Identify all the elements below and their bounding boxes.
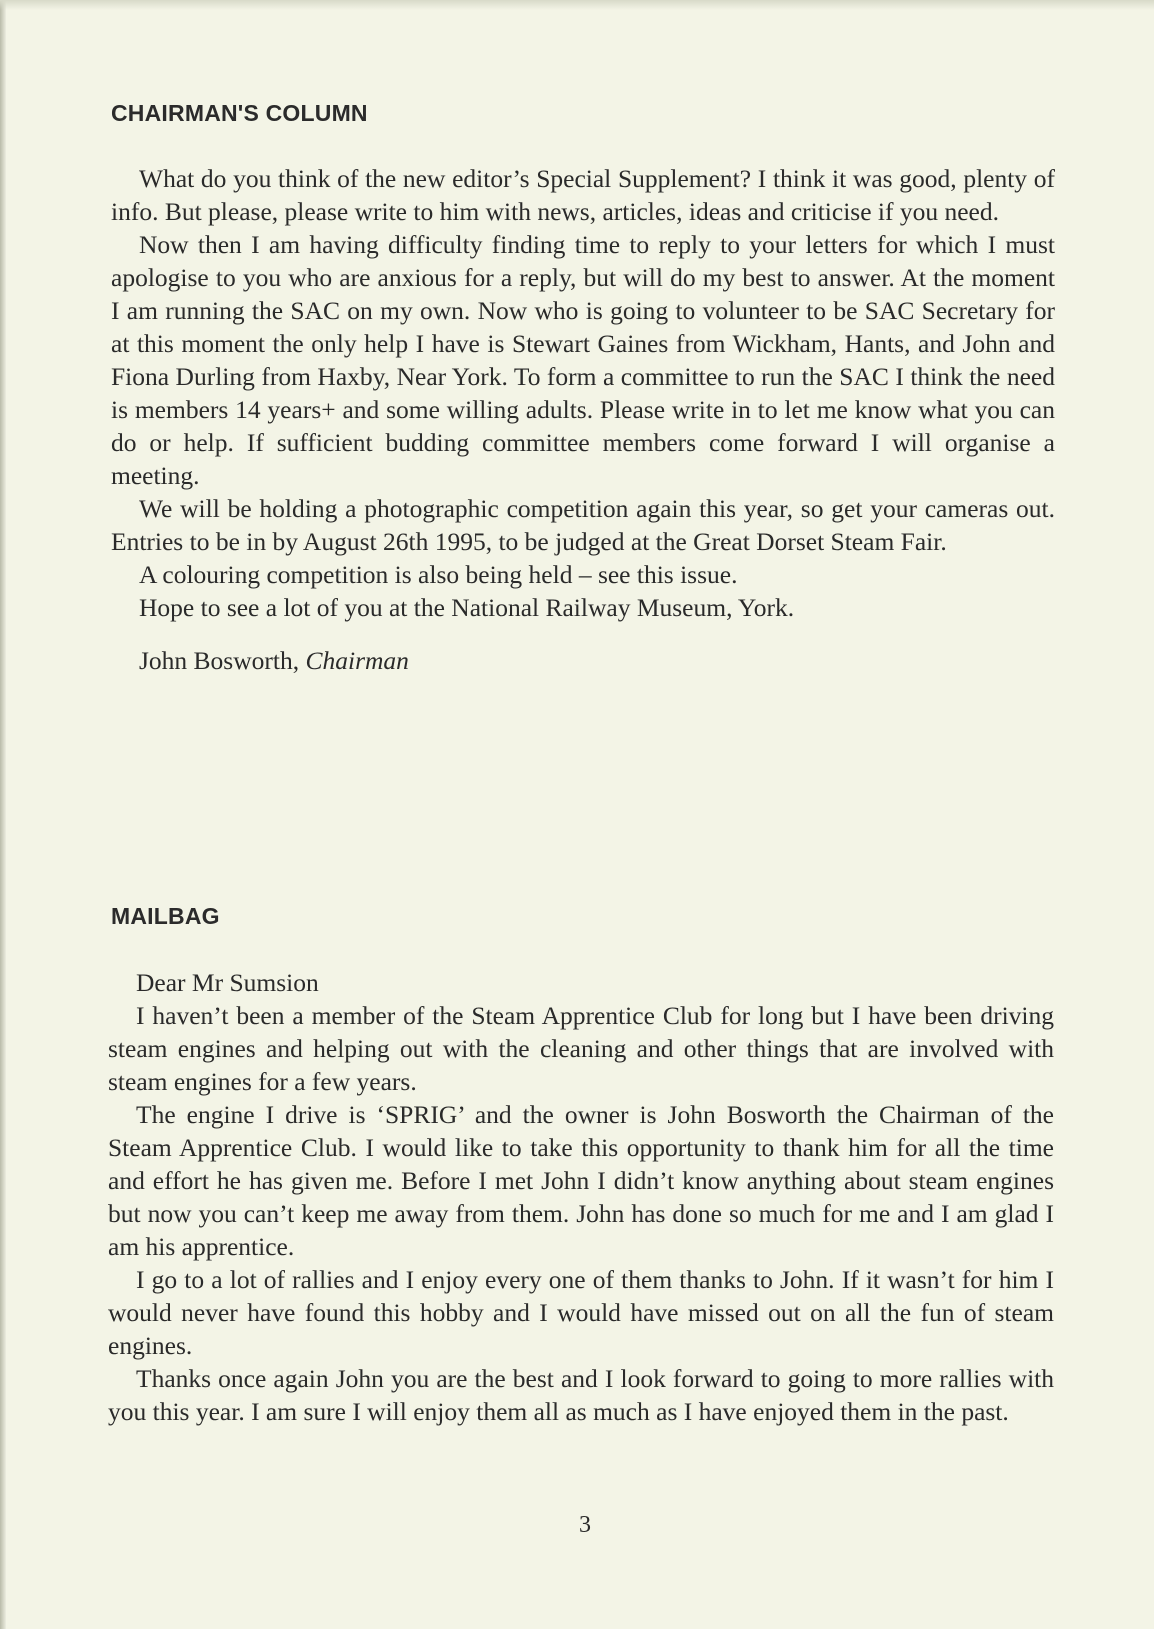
chairmans-column-paragraph-2: Now then I am having difficulty finding time to reply to your letters for which I must apologise to you who are anxious for a reply, but will do my best to answer. At the moment I am running the SAC on my own. Now who is going to volunteer to be SAC Secretary for at this moment the only help I have is Stewart Gaines from Wickham, Hants, and John and Fiona Durling from Haxby, Near York. To form a committee to run the SAC I think the need is members 14 years+ and some willing adults. Please write in to let me know what you can do or help. If sufficient budding committee members come forward I will organise a meeting. xyxy=(111,230,1055,490)
chairmans-column-paragraph-4: A colouring competition is also being held – see this issue. xyxy=(139,560,738,589)
letter-paragraph-2: The engine I drive is ‘SPRIG’ and the owner is John Bosworth the Chairman of the Steam Apprentice Club. I would like to take this opportunity to thank him for all the time and effort he has given me. Before I met John I didn’t know anything about steam engines but now you can’t keep me away from them. John has done so much for me and I am glad I am his apprentice. xyxy=(108,1100,1054,1261)
mailbag-heading: MAILBAG xyxy=(111,903,220,929)
chairman-signature xyxy=(111,644,1055,677)
page-top-shadow xyxy=(0,0,1154,10)
chairmans-column-heading: CHAIRMAN'S COLUMN xyxy=(111,100,368,126)
chairmans-column-body xyxy=(111,162,1055,677)
letter-paragraph-3: I go to a lot of rallies and I enjoy every one of them thanks to John. If it wasn’t for him I would never have found this hobby and I would have missed out on all the fun of steam engines. xyxy=(108,1265,1054,1360)
letter-paragraph-1: I haven’t been a member of the Steam Apprentice Club for long but I have been driving steam engines and helping out with the cleaning and other things that are involved with steam engines for a few years. xyxy=(108,1001,1054,1096)
mailbag-letter xyxy=(108,966,1054,1428)
page-binding-edge xyxy=(0,0,6,1629)
chairmans-column-paragraph-5: Hope to see a lot of you at the National Railway Museum, York. xyxy=(139,593,795,622)
signature-name: John Bosworth, xyxy=(139,646,300,675)
page-number: 3 xyxy=(579,1512,591,1538)
chairmans-column-paragraph-3: We will be holding a photographic competition again this year, so get your cameras out. Entries to be in by August 26th 1995, to be judged at the Great Dorset Steam Fair. xyxy=(111,494,1055,556)
signature-title: Chairman xyxy=(305,646,409,675)
chairmans-column-paragraph-1: What do you think of the new editor’s Special Supplement? I think it was good, plenty of info. But please, please write to him with news, articles, ideas and criticise if you need. xyxy=(111,164,1055,226)
letter-salutation: Dear Mr Sumsion xyxy=(136,968,319,997)
letter-paragraph-4: Thanks once again John you are the best and I look forward to going to more rallies with you this year. I am sure I will enjoy them all as much as I have enjoyed them in the past. xyxy=(108,1364,1054,1426)
